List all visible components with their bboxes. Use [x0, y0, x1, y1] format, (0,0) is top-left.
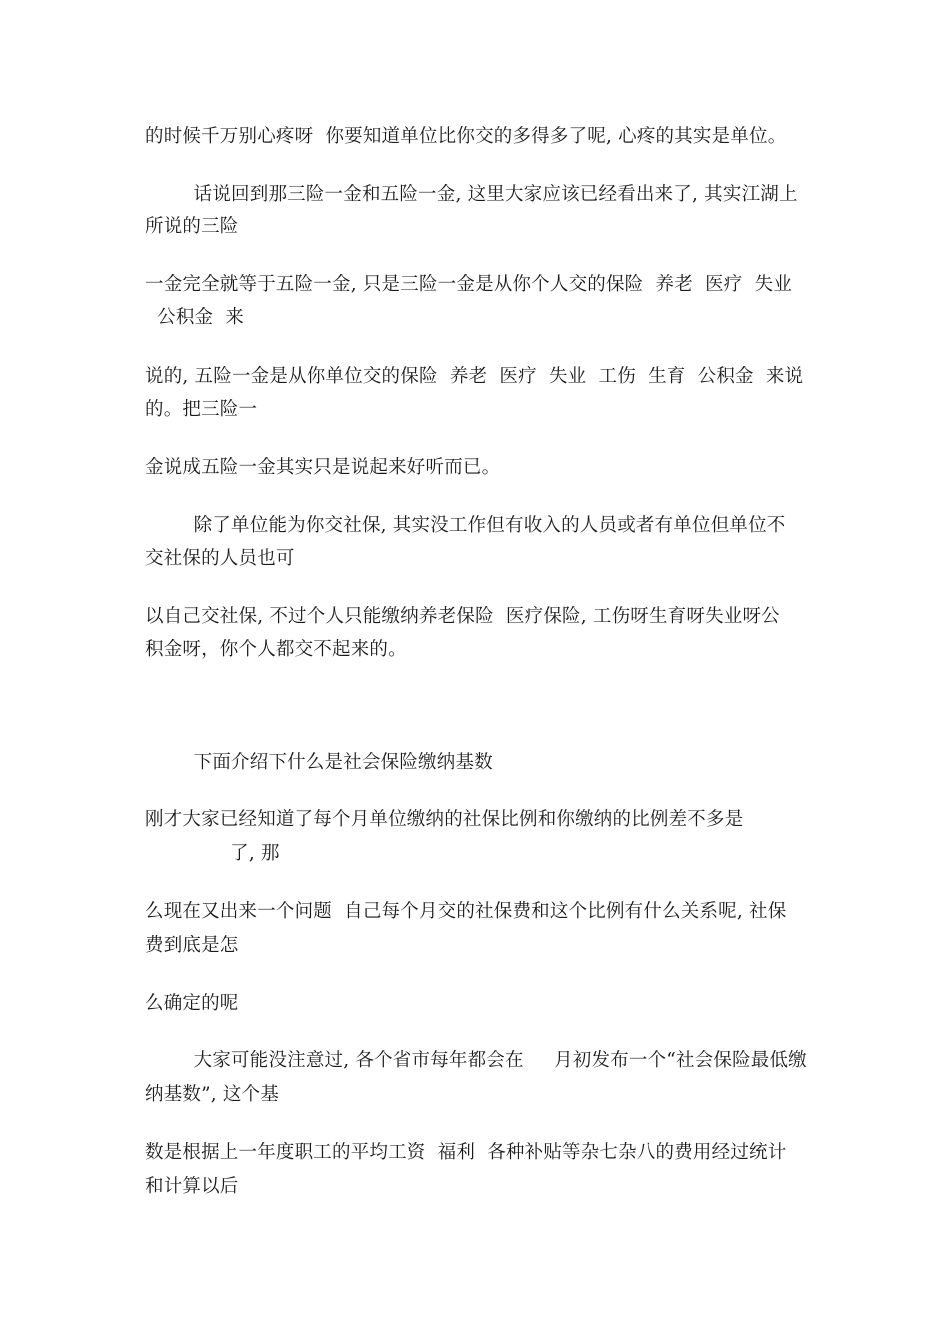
- text-line: 交社保的人员也可: [145, 548, 295, 569]
- text-line: 话说回到那三险一金和五险一金, 这里大家应该已经看出来了, 其实江湖上: [145, 184, 798, 205]
- text-line: 除了单位能为你交社保, 其实没工作但有收入的人员或者有单位但单位不: [145, 515, 786, 536]
- text-line: 刚才大家已经知道了每个月单位缴纳的社保比例和你缴纳的比例差不多是: [145, 809, 744, 830]
- text-line: 以自己交社保, 不过个人只能缴纳养老保险 医疗保险, 工伤呀生育呀失业呀公: [145, 606, 780, 627]
- text-line: 纳基数”, 这个基: [145, 1084, 280, 1105]
- text-line: 积金呀，你个人都交不起来的。: [145, 639, 407, 660]
- text-line: 数是根据上一年度职工的平均工资 福利 各种补贴等杂七杂八的费用经过统计: [145, 1142, 787, 1163]
- text-line: 的。把三险一: [145, 399, 258, 420]
- text-line: 大家可能没注意过, 各个省市每年都会在 月初发布一个“社会保险最低缴: [145, 1050, 807, 1071]
- text-line: 说的, 五险一金是从你单位交的保险 养老 医疗 失业 工伤 生育 公积金 来说: [145, 366, 804, 387]
- text-line: 金说成五险一金其实只是说起来好听而已。: [145, 457, 501, 478]
- text-line: 的时候千万别心疼呀 你要知道单位比你交的多得多了呢, 心疼的其实是单位。: [145, 126, 787, 147]
- text-line: 所说的三险: [145, 216, 239, 237]
- section-heading: 下面介绍下什么是社会保险缴纳基数: [145, 752, 493, 773]
- text-line: 费到底是怎: [145, 935, 239, 956]
- text-line: 一金完全就等于五险一金, 只是三险一金是从你个人交的保险 养老 医疗 失业: [145, 274, 793, 295]
- text-line: 么现在又出来一个问题 自己每个月交的社保费和这个比例有什么关系呢, 社保: [145, 901, 787, 922]
- text-line: 么确定的呢: [145, 993, 239, 1014]
- text-line: 和计算以后: [145, 1176, 239, 1197]
- text-line: 公积金 来: [145, 307, 245, 328]
- text-line: 了, 那: [145, 843, 280, 864]
